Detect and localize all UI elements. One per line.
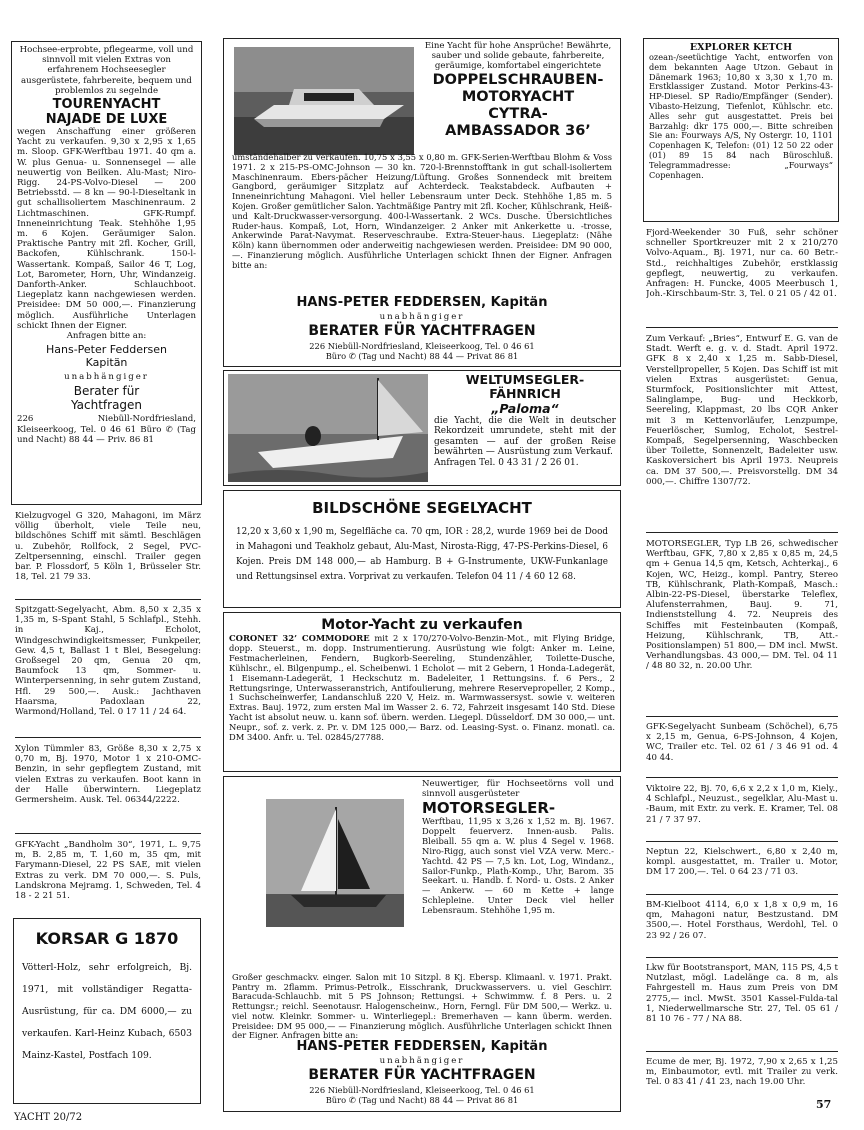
najade-anfragen: Anfragen bitte an: <box>66 331 147 342</box>
cytra-body: umständehalber zu verkaufen. 10,75 x 3,55 x 0,80 m. GFK-Serien-Werftbau Blohm & Voss 1971. 2 x 215-PS-OMC-Johnson — 30 kn. 720-l-Brennstofftank in gut schall-isoliertem Maschinenraum. Ebers-pächer Heizung/Lüftung. Großes Sonnendeck mit breitem Gangbord, geräumiger Sitzplatz auf Achterdeck. Teakstabdeck. Aufbauten + Inneneinrichtung Mahagoni. Viel heller Lebensraum unter Deck. Stehhöhe 1,85 m. 5 Kojen. Großer gemütlicher Salon. Yachtmäßige Pantry mit 2fl. Kocher, Kühlschrank, Heiß- und Kalt-Druckwasser-versorgung. 400-l-Wassertank. 2 WCs. Dusche. Übersichtliches Ruder-haus. Kompaß, Lot, Horn, Windanzeiger. 2 Anker mit Ankerkette u. -trosse, Ankerwinde Parat-Navymat. Reserveschraube. Extra-Steuer-haus. Liegeplatz: (Nähe Köln) kann übernommen oder anderweitig nachgewiesen werden. Preisidee: DM 90 000,—. Finanzierung möglich. Ausführliche Unterlagen schickt Ihnen der Eigner. Anfragen bitte an: <box>232 152 612 270</box>
cytra-title-4: AMBASSADOR 36’ <box>445 123 591 139</box>
divider <box>646 327 838 328</box>
ad-kielzugvogel <box>15 511 201 595</box>
coronet-body: mit 2 x 170/270-Volvo-Benzin-Mot., mit Flying Bridge, dopp. Steuerst., m. dopp. Instrumentierung. Ausrüstung wie folgt: Anker m. Leine, Festmacherleinen, Fendern, Bugkorb-Seereling, Stundenzähler, Toilette-Dusche, Kühlschr., el. Bilgenpump., el. Scheibenwi. 1 Echolot — mit 2 Gebern, 1 Honda-Ladegerät, 1 Eisemann-Ladegerät, 1 Heckschutz m. Badeleiter, 1 Rettungsins. f. 6 Pers., 2 Rettungsringe, Unterwasseranstrich, Antifoulierung, mehrere Reservepropeller, 2 Komp., 1 Suchscheinwerfer, Landanschluß 220 V, Heiz. m. Warmwassersyst. sowie v. weiteren Extras. Bauj. 1972, zum ersten Mal im Wasser 2. 6. 72, Fahrzeit insgesamt 140 Std. Diese Yacht ist absolut neuw. u. kann sof. übern. werden. Liegepl. Düsseldorf. DM 30 000,— unt. Neupr., sof. z. verk. z. Pr. v. DM 125 000,— Barz. od. Leasing-Syst. o. Finanz. monatl. ca. DM 3400. Anfr. u. Tel. 02845/27788. <box>229 633 615 743</box>
motorsegler-intro: Neuwertiger, für Hochseetörns voll und sinnvoll ausgerüsteter <box>422 779 614 799</box>
divider <box>646 777 838 778</box>
bandholm-text: GFK-Yacht „Bandholm 30“, 1971, L. 9,75 m, B. 2,85 m, T. 1,60 m, 35 qm, mit Farymann-Diesel, 22 PS SAE, mit vielen Extras zu verk. DM 70 000,—. S. Puls, Landskrona Mejramg. 1, Schweden, Tel. 4 18 - 2 21 51. <box>15 840 201 902</box>
footer-magazine-issue: YACHT 20/72 <box>14 1112 83 1123</box>
ad-explorer-ketch <box>643 38 839 222</box>
cytra-address-1: 226 Niebüll-Nordfriesland, Kleiseerkoog, Tel. 0 46 61 <box>309 341 535 351</box>
motorsegler-title: MOTORSEGLER- <box>422 799 556 817</box>
motorsegler-address-2: Büro ✆ (Tag und Nacht) 88 44 — Privat 86 81 <box>325 1095 519 1105</box>
bries-text: Zum Verkauf: „Bries“, Entwurf E. G. van de Stadt. Werft e. g. v. d. Stadt. April 1972. GFK 8 x 2,40 x 1,25 m. Sabb-Diesel, Verstellpropeller, 5 Kojen. Das Schiff ist mit vielen Extras ausgerüstet: Genua, Sturmfock, Positionslichter mit Attest, Salinglampe, Bug- und Heckkorb, Seereling, Klappmast, 20 lbs CQR Anker mit 3 m Kettenvorläufer, Lenzpumpe, Feuerlöscher, Sumlog, Echolot, Sestrel-Kompaß, Segelpersenning, Waschbecken über Toilette, Sonnenzelt, Badeleiter usw. Kaskoversichert bis April 1973. Neupreis ca. DM 37 500,—. Preisvorstellg. DM 34 000,—. Chiffre 1307/72. <box>646 334 838 487</box>
ad-viktoire <box>646 784 838 836</box>
cytra-address-2: Büro ✆ (Tag und Nacht) 88 44 — Privat 86 81 <box>325 351 519 361</box>
najade-intro: Hochsee-erprobte, pflegearme, voll und sinnvoll mit vielen Extras von erfahrenem Hochseesegler ausgerüstete, fahrbereite, bequem und problemlos zu segelnde <box>19 45 194 96</box>
ad-cytra-ambassador <box>223 38 621 367</box>
korsar-body: Vötterl-Holz, sehr erfolgreich, Bj. 1971, mit vollständiger Regatta-Ausrüstung, für ca. DM 6000,— zu verkaufen. Karl-Heinz Kubach, 6503 Mainz-Kastel, Postfach 109. <box>22 962 192 1061</box>
ad-motorsegler <box>223 776 621 1112</box>
segelyacht-photo <box>228 374 428 482</box>
divider <box>646 957 838 958</box>
coronet-lead: CORONET 32’ COMMODORE <box>229 633 370 643</box>
ad-sunbeam <box>646 722 838 774</box>
xylon-text: Xylon Tümmler 83, Größe 8,30 x 2,75 x 0,70 m, Bj. 1970, Motor 1 x 210-OMC-Benzin, in sehr gepflegtem Zustand, mit vielen Extras zu verkaufen. Boot kann in der Halle überwintern. Liegeplatz Germersheim. Ausk. Tel. 06344/2222. <box>15 744 201 806</box>
motorsegler-lb26-text: MOTORSEGLER, Typ LB 26, schwedischer Werftbau, GFK, 7,80 x 2,85 x 0,85 m, 24,5 qm + Genua 14,5 qm, Ketsch, Achterkaj., 6 Kojen, WC, Heizg., kompl. Pantry, Stereo TB, Kühlschrank, Plath-Kompaß, Masch.: Albin-22-PS-Diesel, überstarke Teleflex, Alufensterrahmen, Bauj. 9. 71, Indienststellung 4. 72. Neupreis des Schiffes mit Festeinbauten (Kompaß, Heizung, Kühlschrank, TB, Att.-Positionslampen) 51 800,— DM incl. MwSt. Verhandlungsbas. 43 000,— DM. Tel. 04 11 / 48 80 32, n. 20.00 Uhr. <box>646 539 838 672</box>
najade-body: wegen Anschaffung einer größeren Yacht zu verkaufen. 9,30 x 2,95 x 1,65 m. Sloop. GFK-Werftbau 1971. 40 qm a. W. plus Genua- u. Sonnensegel — alle neuwertig von Beilken. Alu-Mast; Niro-Rigg. 24-PS-Volvo-Diesel — 200 Betriebsstd. — 8 kn — 90-l-Dieseltank in gut schallisoliertem Maschinenraum. 2 Lichtmaschinen. GFK-Rumpf. Inneneinrichtung Teak. Stehhöhe 1,95 m. 6 Kojen. Geräumiger Salon. Praktische Pantry mit 2fl. Kocher, Grill, Backofen, Kühlschrank. 150-l-Wassertank. Kompaß, Sailor 46 T, Log, Lot, Barometer, Horn, Uhr, Windanzeig. Danforth-Anker. Schlauchboot. Liegeplatz kann nachgewiesen werden. Preisidee: DM 50 000,—. Finanzierung möglich. Ausführliche Unterlagen schickt Ihnen der Eigner. <box>17 127 196 331</box>
segelyacht-photo-image <box>228 374 428 482</box>
bildschoene-title: BILDSCHÖNE SEGELYACHT <box>312 499 532 517</box>
ad-paloma <box>223 370 621 486</box>
cytra-title-3: CYTRA- <box>488 106 548 122</box>
fjord-text: Fjord-Weekender 30 Fuß, sehr schöner schneller Sportkreuzer mit 2 x 210/270 Volvo-Aquam., Bj. 1971, nur ca. 60 Betr.-Std., reichhaltiges Zubehör, erstklassig gepflegt, neuwertig, zu verkaufen. Anfragen: H. Funcke, 4005 Meerbusch 1, Joh.-Kirschbaum-Str. 3, Tel. 0 21 05 / 42 01. <box>646 228 838 300</box>
page-number: 57 <box>816 1098 832 1111</box>
explorer-body: ozean-/seetüchtige Yacht, entworfen von dem bekannten Aage Utzon. Gebaut in Dänemark 1963; 10,80 x 3,30 x 1,70 m. Erstklassiger Zustand. Motor Perkins-43-HP-Diesel. SP Radio/Empfänger (Sender). Vibasto-Heizung, Tiefenlot, Kühlschr. etc. Alles sehr gut ausgestattet. Preis bei Barzahlg: dkr 175 000,—. Bitte schreiben Sie an: Fourways A/S, Ny Ostergr. 10, 1101 Copenhagen K, Telefon: (01) 12 50 22 oder (01) 89 15 84 nach Büroschluß. Telegrammadresse: „Fourways“ Copenhagen. <box>649 52 833 180</box>
lkw-text: Lkw für Bootstransport, MAN, 115 PS, 4,5 t Nutzlast, mögl. Ladelänge ca. 8 m, als Fahrgestell m. Haus zum Preis von DM 2775,— incl. MwSt. 3501 Kassel-Fulda-tal 1, Niederwellmarsche Str. 27, Tel. 05 61 / 81 10 76 - 77 / NA 88. <box>646 963 838 1025</box>
cytra-unabhaengiger: unabhängiger <box>379 312 465 322</box>
divider <box>15 599 201 600</box>
ad-ecume-de-mer <box>646 1057 838 1109</box>
cytra-title-2: MOTORYACHT <box>461 89 575 105</box>
cytra-intro: Eine Yacht für hohe Ansprüche! Bewährte, sauber und solide gebaute, fahrbereite, geräumige, komfortabel eingerichtete <box>424 41 612 71</box>
ad-bm-kielboot <box>646 900 838 952</box>
najade-address: 226 Niebüll-Nordfriesland, Kleiseerkoog, Tel. 0 46 61 Büro ✆ (Tag und Nacht) 88 44 — Priv. 86 81 <box>17 414 196 445</box>
paloma-title-3: „Paloma“ <box>491 401 559 416</box>
motorsegler-address-1: 226 Niebüll-Nordfriesland, Kleiseerkoog, Tel. 0 46 61 <box>309 1085 535 1095</box>
najade-unabhaengiger: unabhängiger <box>64 372 149 383</box>
ad-motorsegler-lb26 <box>646 539 838 711</box>
paloma-title-1: WELTUMSEGLER- <box>465 372 585 387</box>
ad-korsar <box>13 918 201 1104</box>
coronet-title: Motor-Yacht zu verkaufen <box>321 617 523 633</box>
cytra-title-1: DOPPELSCHRAUBEN- <box>432 72 604 88</box>
ad-najade-de-luxe <box>11 41 202 505</box>
motorsegler-berater: BERATER FÜR YACHTFRAGEN <box>308 1067 536 1083</box>
cytra-contact-name: HANS-PETER FEDDERSEN, Kapitän <box>296 295 548 310</box>
divider <box>15 833 201 834</box>
ad-xylon <box>15 744 201 824</box>
najade-berater-2: Yachtfragen <box>70 398 143 413</box>
motorsegler-unabhaengiger: unabhängiger <box>379 1056 465 1066</box>
najade-contact-name: Hans-Peter Feddersen <box>45 343 167 357</box>
motorsegler-contact-name: HANS-PETER FEDDERSEN, Kapitän <box>296 1039 548 1054</box>
spitzgatt-text: Spitzgatt-Segelyacht, Abm. 8,50 x 2,35 x 1,35 m, S-Spant Stahl, 5 Schlafpl., Stehh. in Kaj., Echolot, Windgeschwindigkeitsmesser, Funkpeiler, Gew. 4,5 t, Ballast 1 t Blei, Besegelung: Großsegel 20 qm, Genua 20 qm, Baumfock 13 qm, Sommer- u. Winterpersenning, in sehr gutem Zustand, Hfl. 29 500,—. Ausk.: Jachthaven Haarsma, Padoxlaan 22, Warmond/Holland, Tel. 0 17 11 / 24 64. <box>15 605 201 718</box>
motoryacht-photo-image <box>234 47 414 155</box>
ad-bandholm <box>15 840 201 912</box>
ad-coronet-commodore <box>223 612 621 772</box>
motorsegler-photo-image <box>266 799 404 927</box>
motorsegler-body-2: Großer geschmackv. einger. Salon mit 10 Sitzpl. 8 Kj. Ebersp. Klimaanl. v. 1971. Prakt. Pantry m. 2flamm. Primus-Petrolk., Eisschrank, Druckwasservers. u. viel Geschirr. Baracuda-Schlauchb. mit 5 PS Johnson; Rettungsi. + Schwimmw. f. 8 Pers. u. 2 Rettungsr.; reichl. Seenotausr. Halogenscheinw., Horn, Ferngl. Für DM 500,— Werkz. u. viel notw. Kleinkr. Sommer- u. Winterliegepl.: Bremerhaven — kann überm. werden. Preisidee: DM 95 000,— — Finanzierung möglich. Ausführliche Unterlagen schickt Ihnen der Eigner. Anfragen bitte an: <box>232 972 612 1041</box>
paloma-title-2: FÄHNRICH <box>489 386 561 401</box>
sunbeam-text: GFK-Segelyacht Sunbeam (Schöchel), 6,75 x 2,15 m, Genua, 6-PS-Johnson, 4 Kojen, WC, Trailer etc. Tel. 02 61 / 3 46 91 od. 4 40 44. <box>646 722 838 763</box>
divider <box>15 737 201 738</box>
bm-kielboot-text: BM-Kielboot 4114, 6,0 x 1,8 x 0,9 m, 16 qm, Mahagoni natur, Bestzustand. DM 3500,—. Hotel Forsthaus, Werdohl, Tel. 0 23 92 / 26 07. <box>646 900 838 941</box>
viktoire-text: Viktoire 22, Bj. 70, 6,6 x 2,2 x 1,0 m, Kiely., 4 Schlafpl., Neuzust., segelklar, Alu-Mast u. -Baum, mit Extr. zu verk. E. Kramer, Tel. 08 21 / 7 37 97. <box>646 784 838 825</box>
ad-neptun <box>646 847 838 889</box>
divider <box>646 894 838 895</box>
paloma-body: die Yacht, die die Welt in deutscher Rekordzeit umrundete, steht mit der gesamten — auf der großen Reise bewährten — Ausrüstung zum Verkauf. <box>434 416 616 458</box>
divider <box>646 1051 838 1052</box>
ad-spitzgatt <box>15 605 201 733</box>
ad-lkw <box>646 963 838 1047</box>
neptun-text: Neptun 22, Kielschwert., 6,80 x 2,40 m, kompl. ausgestattet, m. Trailer u. Motor, DM 17 200,—. Tel. 0 64 23 / 71 03. <box>646 847 838 878</box>
najade-title-1: TOURENYACHT <box>52 97 161 113</box>
kielzugvogel-text: Kielzugvogel G 320, Mahagoni, im März völlig überholt, viele Teile neu, bildschönes Schiff mit sämtl. Beschlägen u. Zubehör, Rollfock, 2 Segel, PVC-Zeltpersenning, einschl. Trailer gegen bar. P. Flossdorf, 5 Köln 1, Brüsseler Str. 18, Tel. 21 79 33. <box>15 511 201 583</box>
najade-title-2: NAJADE DE LUXE <box>45 112 168 128</box>
motoryacht-photo <box>234 47 414 155</box>
divider <box>646 716 838 717</box>
ecume-text: Ecume de mer, Bj. 1972, 7,90 x 2,65 x 1,25 m, Einbaumotor, evtl. mit Trailer zu verk. Tel. 0 83 41 / 41 23, nach 19.00 Uhr. <box>646 1057 838 1088</box>
divider <box>646 841 838 842</box>
najade-contact-title: Kapitän <box>85 356 128 370</box>
motorsegler-body-1: Werftbau, 11,95 x 3,26 x 1,52 m. Bj. 1967. Doppelt feuerverz. Innen-ausb. Palis. Bleiball. 55 qm a. W. plus 4 Segel v. 1968. Niro-Rigg, auch sonst viel VZA verw. Merc.-Yachtd. 42 PS — 7,5 kn. Lot, Log, Windanz., Sailor-Funkp., Plath-Komp., Uhr, Barom. 35 Seekart. u. Handb. f. Nord- u. Osts. 2 Anker — Ankerw. — 60 m Kette + lange Schlepleine. Unter Deck viel heller Lebensraum. Stehhöhe 1,95 m. <box>422 816 614 916</box>
bildschoene-body: 12,20 x 3,60 x 1,90 m, Segelfläche ca. 70 qm, IOR : 28,2, wurde 1969 bei de Dood in Mahagoni und Teakholz gebaut, Alu-Mast, Nirosta-Rigg, 47-PS-Perkins-Diesel, 6 Kojen. Preis DM 148 000,— ab Hamburg. B + G-Instrumente, UKW-Funkanlage und Rettungsinsel extra. Vorprivat zu verkaufen. Telefon 04 11 / 4 60 12 68. <box>236 527 608 582</box>
motorsegler-photo <box>266 799 404 927</box>
ad-fjord-weekender <box>646 228 838 322</box>
ad-bildschoene-segelyacht <box>223 490 621 608</box>
paloma-contact: Anfragen Tel. 0 43 31 / 2 26 01. <box>434 457 579 468</box>
explorer-title: EXPLORER KETCH <box>689 42 793 53</box>
divider <box>646 532 838 533</box>
ad-bries <box>646 334 838 528</box>
cytra-berater: BERATER FÜR YACHTFRAGEN <box>308 323 536 339</box>
korsar-title: KORSAR G 1870 <box>35 929 179 948</box>
najade-berater-1: Berater für <box>73 384 140 399</box>
